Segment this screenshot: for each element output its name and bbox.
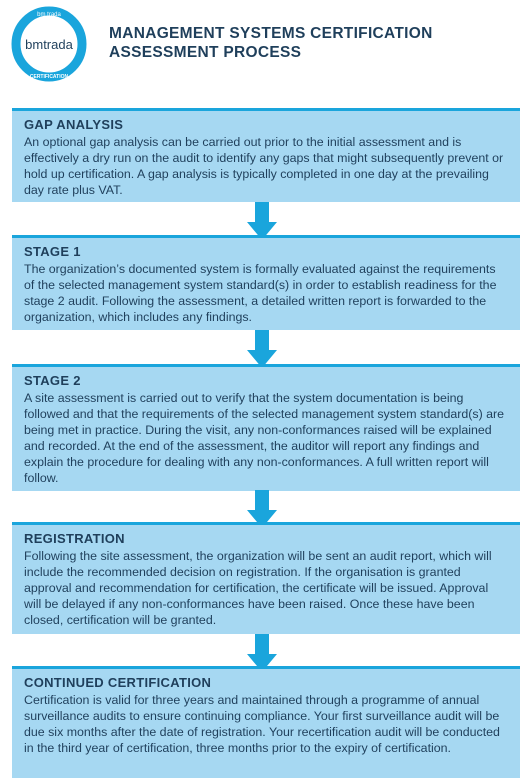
step-body: A site assessment is carried out to verify that the system documentation is being followed and that the requirements of the selected management system standard(s) are being met in practice. During the visit, any non-conformances raised will be explained and recorded. At the end of the assessment, the auditor will report any findings and explain the procedure for dealing with any non-conformances. A full written report will follow. [24, 391, 505, 485]
step-body: Certification is valid for three years and maintained through a programme of annual surveillance audits to ensure continuing compliance. Your first surveillance audit will be due six months after the date of registration. Your recertification audit will be conducted in the third year of certification, three months prior to the expiry of certification. [24, 693, 500, 755]
logo-ring-text: bm trada [37, 12, 61, 18]
page-title [109, 24, 433, 62]
bmtrada-certification-logo [9, 4, 89, 84]
step-continued-certification [12, 666, 520, 778]
logo-certification-text: CERTIFICATION [29, 74, 69, 80]
step-stage-2 [12, 364, 520, 491]
step-heading: STAGE 2 [24, 373, 81, 388]
title-line-1: MANAGEMENT SYSTEMS CERTIFICATION [109, 25, 433, 42]
step-registration [12, 522, 520, 634]
step-heading: STAGE 1 [24, 244, 81, 259]
step-stage-1 [12, 235, 520, 330]
step-body: The organization’s documented system is formally evaluated against the requirements of the selected management system standard(s) in order to establish readiness for the stage 2 audit. Following the assessment, a detailed written report is forwarded to the organization, which includes any findings. [24, 262, 497, 324]
step-heading: REGISTRATION [24, 531, 125, 546]
title-line-2: ASSESSMENT PROCESS [109, 44, 302, 61]
step-body: Following the site assessment, the organization will be sent an audit report, which will include the recommended decision on registration. If the organisation is granted approval and recommendation for certification, the certificate will be issued. Approval will be delayed if any non-conformances have been raised. Once these have been closed, certification will be granted. [24, 549, 492, 627]
step-body: An optional gap analysis can be carried out prior to the initial assessment and is effectively a dry run on the audit to identify any gaps that might subsequently prevent or hold up certification. A gap analysis is typically completed in one day at the prevailing day rate plus VAT. [24, 135, 504, 197]
step-heading: GAP ANALYSIS [24, 117, 124, 132]
step-gap-analysis [12, 108, 520, 202]
logo-brand-text: bmtrada [25, 37, 73, 52]
step-heading: CONTINUED CERTIFICATION [24, 675, 212, 690]
